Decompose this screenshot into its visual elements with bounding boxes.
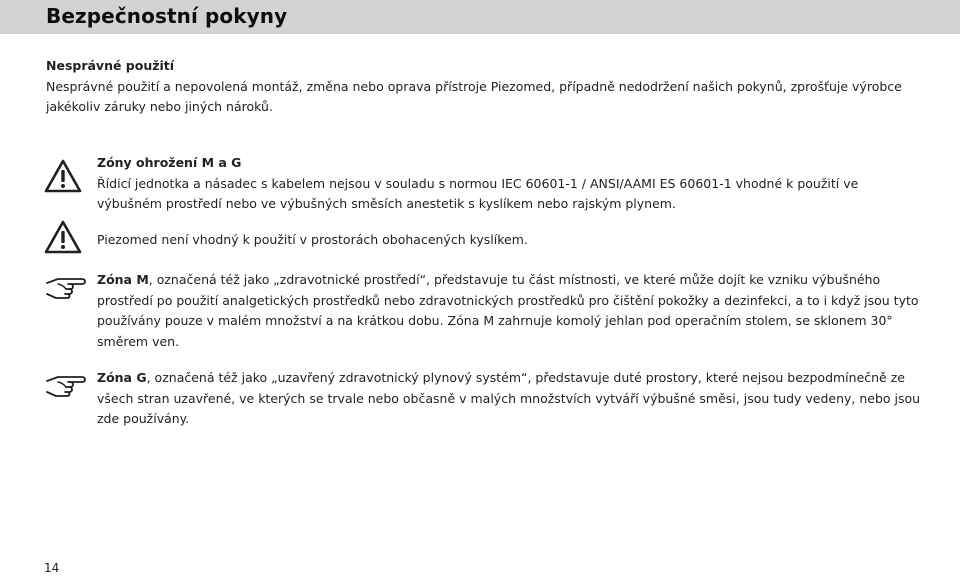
- zones-heading: Zóny ohrožení M a G: [97, 155, 242, 170]
- misuse-heading: Nesprávné použití: [46, 58, 175, 73]
- misuse-text: Nesprávné použití a nepovolená montáž, změna nebo oprava přístroje Piezomed, případně nedodržení našich pokynů, zprošťuje výrobce jakékoliv záruky nebo jiných nároků.: [46, 78, 902, 114]
- zone-g-label: Zóna G: [97, 370, 147, 385]
- zone-g-text: , označená též jako „uzavřený zdravotnický plynový systém“, představuje duté prostory, které nejsou bezpodmínečně ze všech stran uzavřené, ve kterých se trvale nebo občasně v malých množstvích vytváří výbušné směsi, jsou tudy vedeny, nebo jsou zde používány.: [97, 370, 921, 426]
- zones-section: [97, 153, 927, 215]
- zone-g-section: [97, 368, 927, 430]
- zone-m-section: [97, 270, 927, 352]
- zones-text: Řídicí jednotka a násadec s kabelem nejsou v souladu s normou IEC 60601-1 / ANSI/AAMI ES 60601-1 vhodné k použití ve výbušném prostředí nebo ve výbušných směsích anestetik s kyslíkem nebo rajským plynem.: [97, 175, 859, 211]
- page-number: 14: [44, 561, 60, 575]
- zone-m-text: , označená též jako „zdravotnické prostředí“, představuje tu část místnosti, ve které může dojít ke vzniku výbušného prostředí po použití analgetických prostředků nebo zdravotnických prostředků pro čištění pokožky a dezinfekci, a to i když jsou tyto používány pouze v malém množství a na krátkou dobu. Zóna M zahrnuje komolý jehlan pod operačním stolem, se sklonem 30° směrem ven.: [97, 272, 919, 349]
- pointing-hand-icon: [44, 372, 86, 402]
- misuse-section: [46, 56, 926, 118]
- warning-triangle-icon: [44, 159, 82, 197]
- warning-triangle-icon: [44, 220, 82, 258]
- pointing-hand-icon: [44, 274, 86, 304]
- page-title: Bezpečnostní pokyny: [46, 4, 288, 28]
- zone-m-label: Zóna M: [97, 272, 149, 287]
- oxygen-warning: [97, 230, 927, 251]
- oxygen-warning-text: Piezomed není vhodný k použití v prostorách obohacených kyslíkem.: [97, 232, 528, 247]
